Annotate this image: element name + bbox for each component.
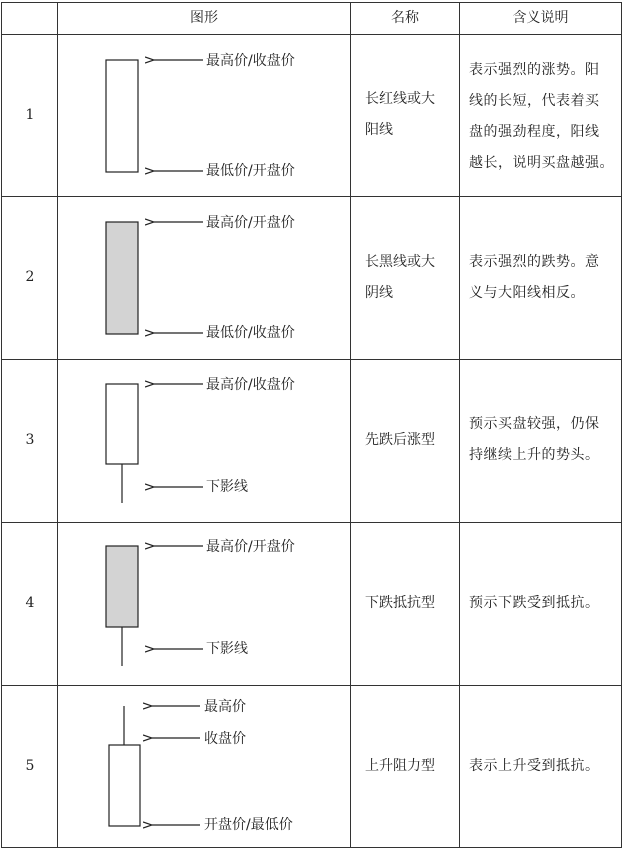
pattern-name-line: 阳线 [365,122,393,138]
candle-body [109,745,140,826]
meaning-line: 盘的强劲程度，阳线 [469,124,600,140]
label-middle: 收盘价 [204,731,246,747]
candle-body [106,60,138,172]
pattern-name-line: 下跌抵抗型 [365,595,435,611]
meaning-line: 预示买盘较强，仍保 [469,416,600,432]
pattern-meaning [469,751,619,782]
label-bottom: 下影线 [206,641,248,657]
pattern-name-line: 先跌后涨型 [365,432,435,448]
pattern-meaning [469,588,619,619]
meaning-line: 预示下跌受到抵抗。 [469,595,600,611]
meaning-line: 线的长短，代表着买 [469,93,600,109]
pattern-name [365,588,450,619]
pattern-name [365,751,450,782]
meaning-line: 表示强烈的跌势。意 [469,254,600,270]
header-meaning: 含义说明 [512,10,569,26]
row-index: 4 [25,595,35,611]
meaning-line: 持继续上升的势头。 [469,447,600,463]
pattern-name [365,247,450,309]
label-bottom: 下影线 [206,479,248,495]
pattern-meaning [469,55,619,179]
label-top: 最高价/收盘价 [206,377,295,393]
pattern-meaning [469,247,619,309]
meaning-line: 义与大阳线相反。 [469,285,585,301]
pattern-name [365,425,450,456]
label-bottom: 开盘价/最低价 [204,817,293,833]
row-index: 2 [25,269,35,285]
pattern-name-line: 上升阻力型 [365,758,435,774]
label-top: 最高价/收盘价 [206,53,295,69]
label-bottom: 最低价/收盘价 [206,325,295,341]
candle-body [106,222,138,334]
header-name: 名称 [391,10,419,26]
candle-body [106,384,138,464]
meaning-line: 越长，说明买盘越强。 [469,155,614,171]
pattern-name-line: 阴线 [365,285,393,301]
meaning-line: 表示强烈的涨势。阳 [469,62,600,78]
pattern-meaning [469,409,619,471]
pattern-name [365,84,450,146]
label-top: 最高价/开盘价 [206,215,295,231]
label-top: 最高价 [204,699,246,715]
meaning-line: 表示上升受到抵抗。 [469,758,600,774]
candle-body [106,546,138,627]
row-index: 5 [25,758,35,774]
label-bottom: 最低价/开盘价 [206,163,295,179]
row-index: 3 [25,432,35,448]
pattern-name-line: 长红线或大 [365,91,435,107]
row-index: 1 [25,107,35,123]
label-top: 最高价/开盘价 [206,539,295,555]
pattern-name-line: 长黑线或大 [365,254,435,270]
header-figure: 图形 [190,10,218,26]
